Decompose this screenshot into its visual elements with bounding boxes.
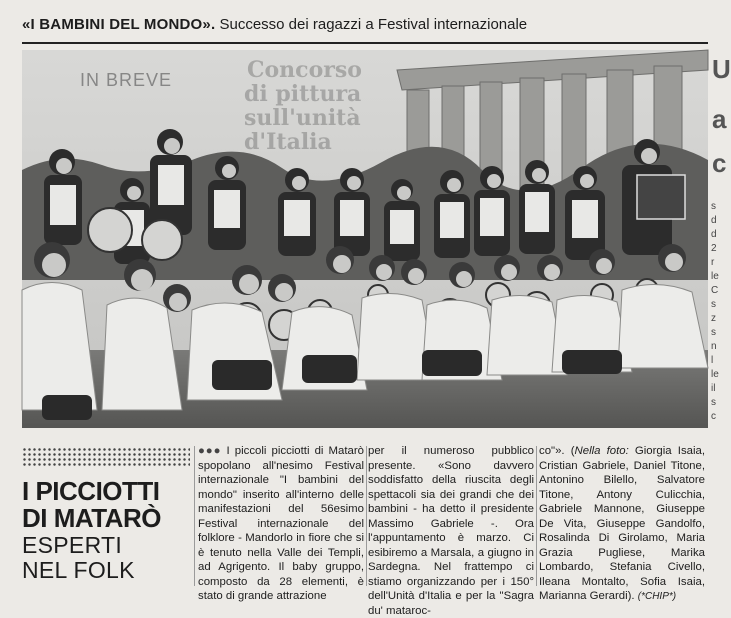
edge-small-letter: d: [711, 215, 717, 226]
edge-small-letter: le: [711, 369, 719, 380]
headline-line-2: DI MATARÒ: [22, 503, 161, 533]
edge-small-letter: s: [711, 397, 716, 408]
column-1-text: I piccoli picciotti di Matarò spopolano all'nesimo Festival internazionale "I bambini del mondo" inserito all'interno delle manifestazioni del 56esimo Festival internazionale del folklore - Mandorlo in fiore che si è tenuto nella Valle dei Templi, ad Agrigento. Il baby gruppo, composto da 28 elementi, è stato di grande attrazione: [198, 445, 364, 602]
edge-small-letter: d: [711, 229, 717, 240]
article-column-2: [368, 444, 534, 617]
edge-small-letter: 2: [711, 243, 717, 254]
column-3-text: Giorgia Isaia, Cristian Gabriele, Daniel Titone, Antonino Bilello, Salvatore Titone, Antony Culicchia, Gabriele Mannone, Giuseppe De Vita, Giuseppe Gandolfo, Rosalinda Di Girolamo, Maria Grazia Pugliese, Marika Lombardo, Stefania Civello, Ileana Montalto, Sofia Isaia, Marianna Gerardi).: [539, 445, 706, 602]
edge-small-letter: s: [711, 201, 716, 212]
kicker-line: [22, 14, 702, 36]
subhead-line-1: ESPERTI: [22, 532, 123, 558]
dotted-bar: [22, 447, 190, 467]
edge-small-letter: r: [711, 257, 715, 268]
edge-small-letter: C: [711, 285, 719, 296]
group-photo: [22, 50, 708, 428]
edge-small-letter: n: [711, 341, 717, 352]
edge-letter: c: [712, 148, 727, 178]
photo-ghost-line-4: d'Italia: [244, 129, 332, 155]
article-headline: [22, 478, 197, 532]
edge-small-letter: s: [711, 299, 716, 310]
article-column-3: [539, 444, 706, 602]
edge-small-text: [711, 200, 719, 424]
column-separator: [536, 446, 537, 586]
photo-ghost-line-3: sull'unità: [244, 105, 361, 131]
column-separator: [366, 446, 367, 586]
edge-small-letter: le: [711, 271, 719, 282]
article-column-1: [198, 444, 364, 602]
photo-illustration: [22, 50, 708, 428]
lead-dots: ●●●: [198, 445, 222, 457]
edge-small-letter: z: [711, 313, 716, 324]
subhead-line-2: NEL FOLK: [22, 557, 135, 583]
caption-label: Nella foto:: [574, 445, 629, 457]
column-separator: [194, 446, 195, 586]
photo-bleed-text: IN BREVE: [80, 70, 173, 90]
kicker-tag: «I BAMBINI DEL MONDO».: [22, 16, 216, 33]
edge-small-letter: l: [711, 355, 714, 366]
edge-letter: U: [712, 54, 731, 84]
top-rule: [22, 42, 708, 44]
edge-letter: a: [712, 104, 727, 134]
edge-small-letter: s: [711, 327, 716, 338]
column-2-text: per il numeroso pubblico presente. «Sono davvero soddisfatto della riuscita degli spettacoli sia dei grandi che dei bambini - ha detto il presidente Massimo Gabriele -. Ora l'appuntamento è marzo. Ci esibiremo a Marsala, a giugno in Sardegna. Nel frattempo ci stiamo organizzando per i 150° dell'Unità d'Italia e per la "Sagra du' mataroc-: [368, 445, 534, 617]
column-3-start: co"». (: [539, 445, 575, 457]
article-subhead: [22, 533, 197, 583]
photo-ghost-line-2: di pittura: [244, 81, 362, 107]
photo-credit: (*CHIP*): [637, 591, 677, 602]
kicker-subtitle: Successo dei ragazzi a Festival internazionale: [219, 16, 528, 33]
edge-small-letter: il: [711, 383, 716, 394]
adjacent-column-edge: [708, 0, 731, 592]
headline-line-1: I PICCIOTTI: [22, 476, 160, 506]
photo-ghost-line-1: Concorso: [247, 57, 362, 83]
edge-small-letter: c: [711, 411, 716, 422]
